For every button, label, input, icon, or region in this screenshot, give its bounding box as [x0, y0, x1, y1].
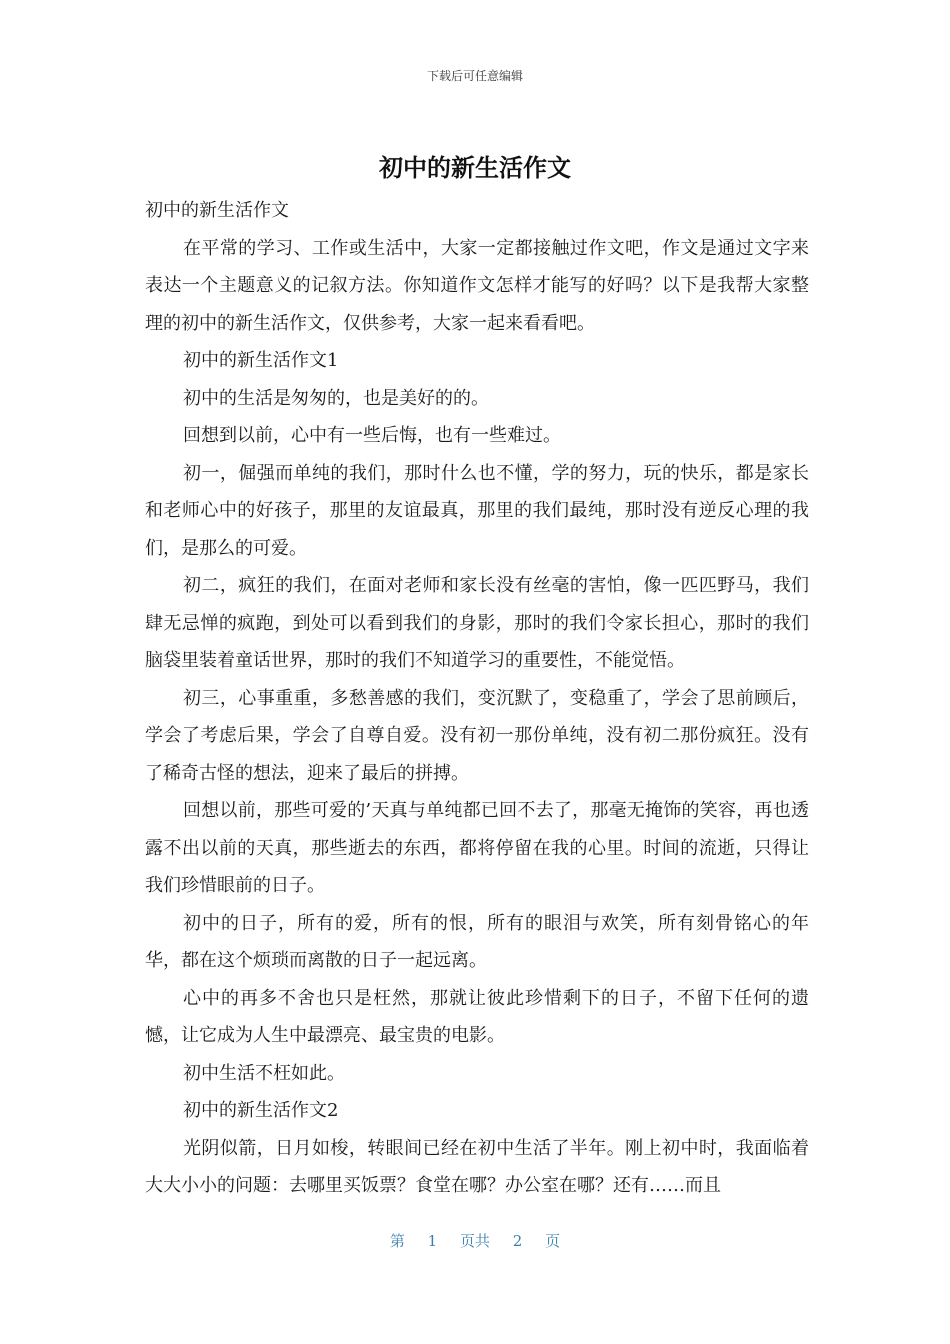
section-heading: 初中的新生活作文1 [183, 350, 339, 371]
footer-label-page: 第 [389, 1232, 405, 1250]
section-heading: 初中的新生活作文2 [183, 1100, 339, 1121]
paragraph: 初二，疯狂的我们，在面对老师和家长没有丝毫的害怕，像一匹匹野马，我们肆无忌惮的疯跑，到处可以看到我们的身影，那时的我们令家长担心，那时的我们脑袋里装着童话世界，那时的我们不知道学习的重要性，不能觉悟。 [145, 575, 809, 671]
footer-label-of: 页共 [459, 1232, 490, 1250]
paragraph: 在平常的学习、工作或生活中，大家一定都接触过作文吧，作文是通过文字来表达一个主题意义的记叙方法。你知道作文怎样才能写的好吗？以下是我帮大家整理的初中的新生活作文，仅供参考，大家一起来看看吧。 [145, 237, 809, 334]
document-body [145, 192, 809, 1205]
paragraph: 初中的生活是匆匆的，也是美好的的。 [183, 387, 489, 409]
paragraph: 心中的再多不舍也只是枉然，那就让彼此珍惜剩下的日子，不留下任何的遗憾，让它成为人生中最漂亮、最宝贵的电影。 [145, 987, 809, 1046]
paragraph: 初三，心事重重，多愁善感的我们，变沉默了，变稳重了，学会了思前顾后，学会了考虑后果，学会了自尊自爱。没有初一那份单纯，没有初二那份疯狂。没有了稀奇古怪的想法，迎来了最后的拼搏。 [145, 687, 809, 784]
paragraph: 回想以前，那些可爱的’天真与单纯都已回不去了，那毫无掩饰的笑容，再也透露不出以前的天真，那些逝去的东西，都将停留在我的心里。时间的流逝，只得让我们珍惜眼前的日子。 [145, 800, 809, 896]
paragraph: 初中生活不枉如此。 [183, 1062, 345, 1084]
document-title: 初中的新生活作文 [379, 154, 571, 182]
paragraph: 初一，倔强而单纯的我们，那时什么也不懂，学的努力，玩的快乐，都是家长和老师心中的好孩子，那里的友谊最真，那里的我们最纯，那时没有逆反心理的我们，是那么的可爱。 [145, 462, 809, 559]
paragraph: 初中的日子，所有的爱，所有的恨，所有的眼泪与欢笑，所有刻骨铭心的年华，都在这个烦琐而离散的日子一起远离。 [145, 912, 809, 971]
page-footer [0, 1230, 950, 1251]
page-header: 下载后可任意编辑 [426, 69, 523, 83]
footer-total-pages: 2 [512, 1232, 523, 1250]
paragraph: 光阴似箭，日月如梭，转眼间已经在初中生活了半年。刚上初中时，我面临着大大小小的问题：去哪里买饭票？食堂在哪？办公室在哪？还有……而且 [145, 1137, 809, 1196]
footer-label-end: 页 [545, 1232, 561, 1250]
paragraph: 回想到以前，心中有一些后悔，也有一些难过。 [183, 425, 561, 446]
footer-current-page: 1 [427, 1232, 438, 1250]
paragraph-subtitle: 初中的新生活作文 [145, 200, 289, 221]
